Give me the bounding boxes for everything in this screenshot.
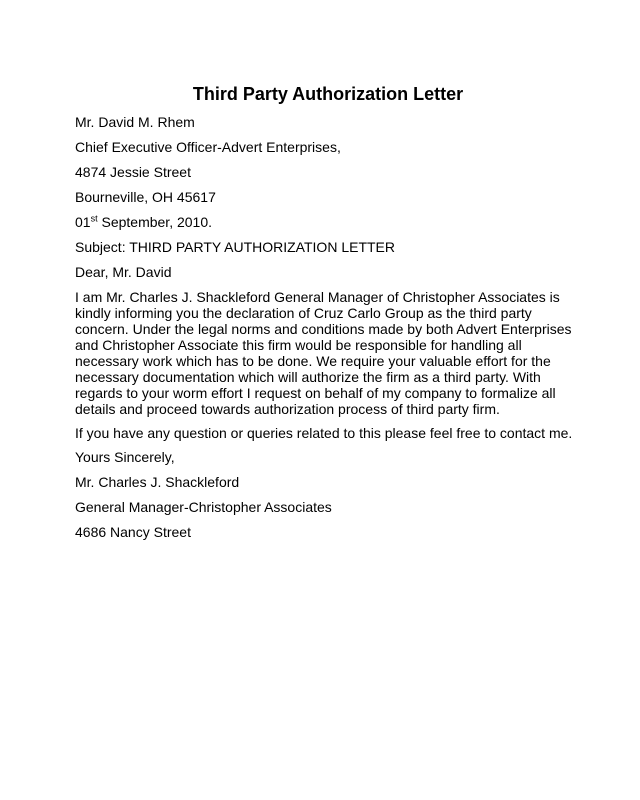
- sender-name: Mr. Charles J. Shackleford: [75, 474, 240, 490]
- date-day: 01: [75, 214, 91, 230]
- date-rest: September, 2010.: [97, 214, 213, 230]
- body-paragraph-1: I am Mr. Charles J. Shackleford General Manager of Christopher Associates is kindly informing you the declaration of Cruz Carlo Group as the third party concern. Under the legal norms and conditions made by both Advert Enterprises and Christopher Associate this firm would be responsible for handling all necessary work which has to be done. We require your valuable effort for the necessary documentation which will authorize the firm as a third party. With regards to your worm effort I request on behalf of my company to formalize all details and proceed towards authorization process of third party firm.: [75, 289, 572, 417]
- recipient-name: Mr. David M. Rhem: [75, 114, 195, 130]
- letter-content: [75, 114, 575, 549]
- recipient-position: Chief Executive Officer-Advert Enterprises,: [75, 139, 341, 155]
- closing: Yours Sincerely,: [75, 449, 175, 465]
- date-suffix: st: [90, 213, 98, 224]
- sender-position: General Manager-Christopher Associates: [75, 499, 332, 515]
- recipient-street: 4874 Jessie Street: [75, 164, 191, 180]
- document-title: Third Party Authorization Letter: [192, 84, 464, 104]
- subject-line: Subject: THIRD PARTY AUTHORIZATION LETTER: [75, 239, 395, 255]
- sender-street: 4686 Nancy Street: [75, 524, 191, 540]
- recipient-city: Bourneville, OH 45617: [75, 189, 216, 205]
- salutation: Dear, Mr. David: [75, 264, 172, 280]
- body-paragraph-2: If you have any question or queries related to this please feel free to contact me.: [75, 425, 573, 441]
- letter-date: [75, 214, 575, 230]
